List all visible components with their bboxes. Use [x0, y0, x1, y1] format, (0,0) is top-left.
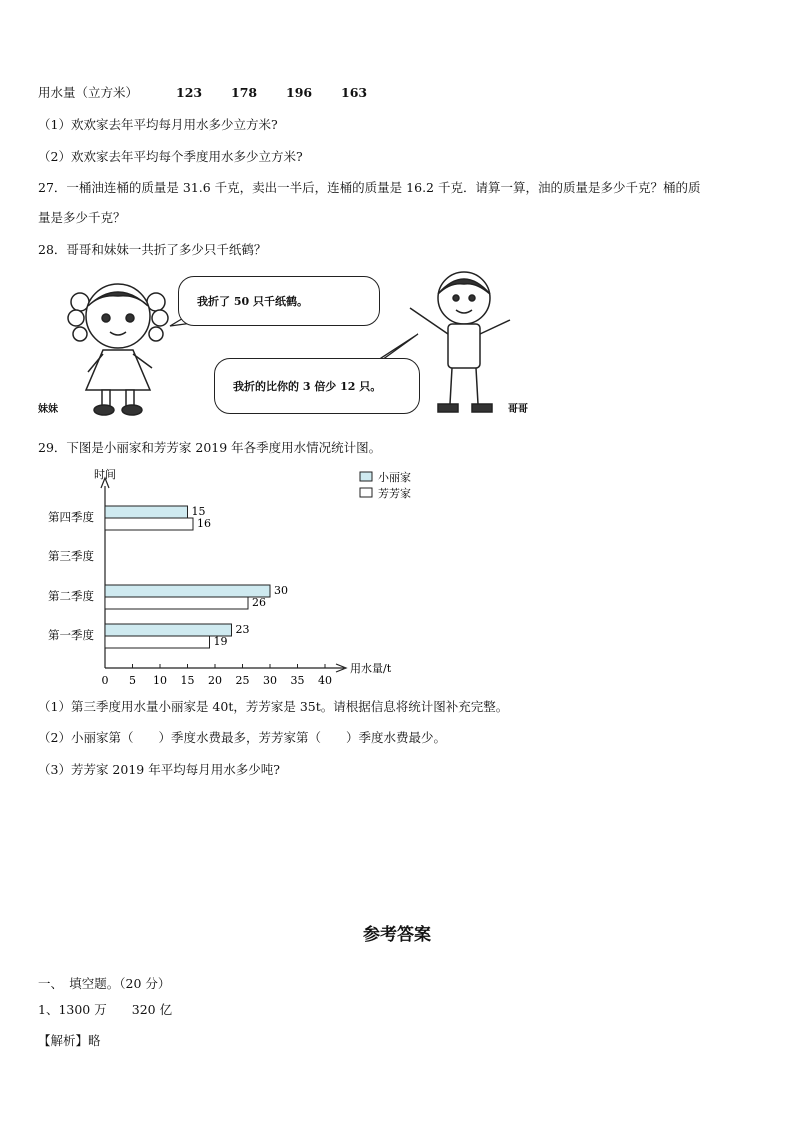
legend-label: 芳芳家 [378, 487, 411, 500]
x-tick-label: 20 [208, 674, 222, 687]
q29-sub2: （2）小丽家第（ ）季度水费最多，芳芳家第（ ）季度水费最少。 [38, 730, 446, 745]
bar-fangfang [105, 518, 193, 530]
category-label: 第一季度 [48, 628, 94, 642]
girl-figure [58, 268, 178, 420]
q29-sub1: （1）第三季度用水量小丽家是 40t，芳芳家是 35t。请根据信息将统计图补充完整。 [38, 699, 509, 714]
bar-xiaoli [105, 506, 188, 518]
bar-fangfang [105, 636, 210, 648]
q26-sub1: （1）欢欢家去年平均每月用水多少立方米? [38, 117, 278, 132]
bar-fangfang [105, 597, 248, 609]
usage-table-row [38, 83, 396, 101]
legend-label: 小丽家 [378, 471, 411, 484]
boy-figure [402, 264, 520, 424]
legend-swatch-xiaoli [360, 472, 372, 481]
category-label: 第四季度 [48, 510, 94, 524]
x-tick-label: 35 [290, 674, 305, 687]
q26-sub2: （2）欢欢家去年平均每个季度用水多少立方米? [38, 149, 303, 164]
usage-value: 196 [286, 85, 313, 100]
bar-value-label: 15 [191, 505, 206, 518]
bar-value-label: 26 [252, 596, 266, 609]
bar-value-label: 30 [274, 584, 288, 597]
speech-bubble-boy: 我折的比你的 3 倍少 12 只。 [214, 358, 420, 414]
x-tick-label: 10 [153, 674, 167, 687]
bar-value-label: 16 [197, 517, 211, 530]
usage-value: 123 [176, 85, 203, 100]
usage-value: 178 [231, 85, 258, 100]
x-axis-title: 用水量/t [350, 662, 392, 675]
x-tick-label: 15 [180, 674, 195, 687]
bar-value-label: 23 [235, 623, 250, 636]
q27-line1: 27．一桶油连桶的质量是 31.6 千克，卖出一半后，连桶的质量是 16.2 千克．请算一算，油的质量是多少千克？桶的质 [38, 180, 701, 195]
legend [360, 470, 411, 500]
answers-section-heading: 一、 填空题。（20 分） [38, 976, 171, 991]
q29-sub3: （3）芳芳家 2019 年平均每月用水多少吨? [38, 762, 280, 777]
legend-swatch-fangfang [360, 488, 372, 497]
bar-value-label: 19 [213, 635, 228, 648]
x-tick-label: 25 [235, 674, 250, 687]
category-label: 第二季度 [48, 589, 94, 603]
answers-title: 参考答案 [363, 925, 431, 945]
q28-illustration [38, 268, 538, 428]
q27-line2: 量是多少千克？ [38, 210, 126, 225]
q29-text: 29．下图是小丽家和芳芳家 2019 年各季度用水情况统计图。 [38, 440, 382, 455]
x-tick-label: 5 [129, 674, 136, 687]
x-tick-label: 30 [263, 674, 277, 687]
category-label: 第三季度 [48, 549, 94, 563]
bar-xiaoli [105, 585, 270, 597]
y-axis-title: 时间 [94, 468, 116, 481]
q28-text: 28．哥哥和妹妹一共折了多少只千纸鹤？ [38, 242, 267, 257]
usage-value: 163 [341, 85, 368, 100]
x-tick-label: 40 [318, 674, 332, 687]
x-tick-label: 0 [101, 674, 109, 687]
answer-1: 1、1300 万 320 亿 [38, 1002, 173, 1017]
usage-row-label: 用水量（立方米） [38, 85, 139, 100]
girl-label: 妹妹 [38, 404, 58, 415]
speech-bubble-girl: 我折了 50 只千纸鹤。 [178, 276, 380, 326]
answer-1-note: 【解析】略 [38, 1033, 101, 1048]
water-usage-bar-chart [38, 464, 478, 687]
boy-label: 哥哥 [508, 404, 528, 415]
